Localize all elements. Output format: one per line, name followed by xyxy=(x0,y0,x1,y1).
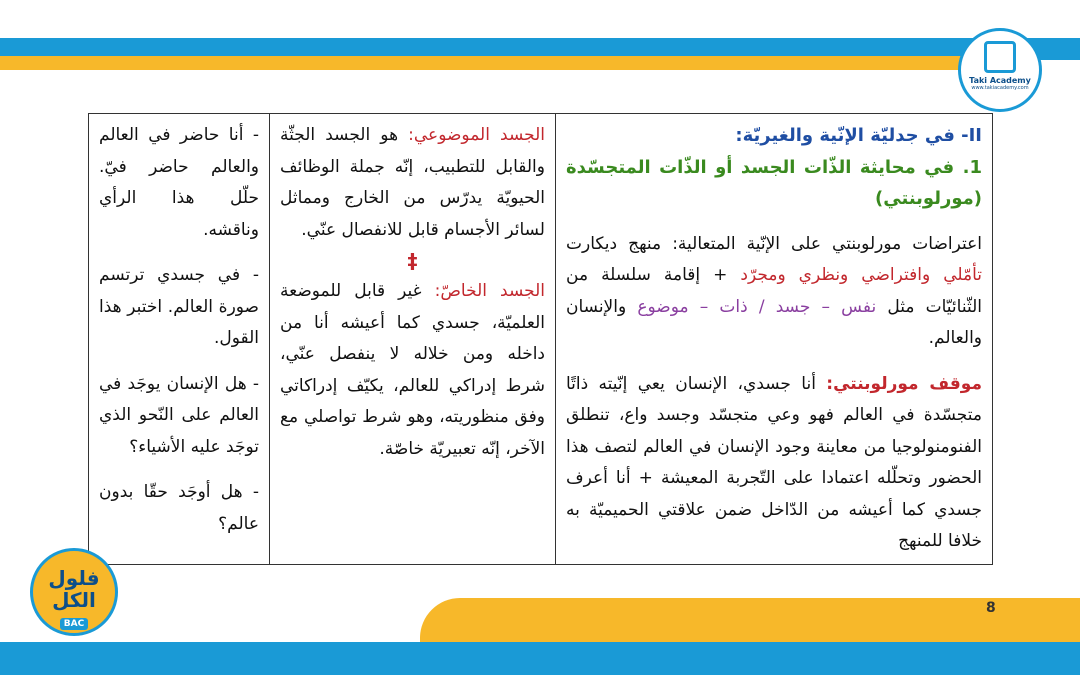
top-yellow-band xyxy=(0,56,980,70)
questions-column xyxy=(89,114,269,564)
logo-site: www.takiacademy.com xyxy=(971,85,1029,91)
logo-name: Taki Academy xyxy=(969,76,1031,85)
descartes-method: تأمّلي وافتراضي ونظري ومجرّد xyxy=(740,265,983,285)
objective-body-paragraph xyxy=(280,120,545,246)
badge-text: فلول الكل xyxy=(48,566,100,612)
objections-text-c: والإنسان والعالم. xyxy=(566,296,982,348)
question-item: - هل الإنسان يوجَد في العالم على النّحو الذي توجَد عليه الأشياء؟ xyxy=(99,373,259,457)
dualities: نفس – جسد / ذات – موضوع xyxy=(637,296,877,317)
bottom-yellow-band xyxy=(420,598,1080,644)
question-item: - هل أوجَد حقّا بدون عالم؟ xyxy=(99,482,259,534)
logo-icon xyxy=(984,41,1016,73)
question-item: - أنا حاضر في العالم والعالم حاضر فيّ. حلّل هذا الرأي وناقشه. xyxy=(99,125,259,240)
own-body-text: غير قابل للموضعة العلميّة، جسدي كما أعيشه أنا من داخله ومن خلاله لا ينفصل عنّي، شرط إدراكي للعالم، يكيّف إدراكاتي وفق منظوريته، وهو شرط تواصلي مع الآخر، إنّه تعبيريّة خاصّة. xyxy=(280,281,545,459)
objections-paragraph xyxy=(566,229,982,355)
position-paragraph xyxy=(566,369,982,558)
own-body-label: الجسد الخاصّ: xyxy=(434,281,545,301)
badge-sub: BAC xyxy=(60,618,88,630)
objections-text-b: + إقامة سلسلة من الثّنائيّات مثل xyxy=(566,265,982,317)
bottom-blue-band xyxy=(0,642,1080,675)
objections-text-a: اعتراضات مورلوبنتي على الإنّية المتعالية: منهج ديكارت xyxy=(566,233,982,254)
opposition-dagger: ‡ xyxy=(407,249,418,273)
section-title: II- في جدليّة الإنّية والغيريّة: xyxy=(735,125,982,146)
position-text: أنا جسدي، الإنسان يعي إنّيته ذاتًا متجسّدة في العالم فهو وعي متجسّد وجسد واع، تنطلق الفنومنولوجيا من معاينة وجود الإنسان في العالم لتصف هذا الحضور وتحلّله اعتمادا على التّجربة المعيشة + أنا أعرف جسدي كما أعيشه من الدّاخل ضمن علاقتي الحميميّة به خلافا للمنهج xyxy=(566,373,982,551)
bac-badge-logo xyxy=(30,548,118,636)
objective-body-label: الجسد الموضوعي: xyxy=(408,125,545,145)
position-label: موقف مورلوبنتي: xyxy=(826,373,982,394)
subsection-title: 1. في محايثة الذّات الجسد أو الذّات المتجسّدة (مورلوبنتي) xyxy=(566,156,982,209)
page-number: 8 xyxy=(986,600,996,616)
own-body-paragraph xyxy=(280,276,545,465)
main-column xyxy=(555,114,992,564)
question-item: - في جسدي ترتسم صورة العالم. اختبر هذا القول. xyxy=(99,265,259,348)
objective-body-text: هو الجسد الجثّة والقابل للتطبيب، إنّه جملة الوظائف الحيويّة يدرّس من الخارج ومماثل لسائر الأجسام قابل للانفصال عنّي. xyxy=(280,125,545,240)
content-table xyxy=(88,113,993,565)
middle-column xyxy=(269,114,555,564)
taki-academy-logo xyxy=(958,28,1042,112)
